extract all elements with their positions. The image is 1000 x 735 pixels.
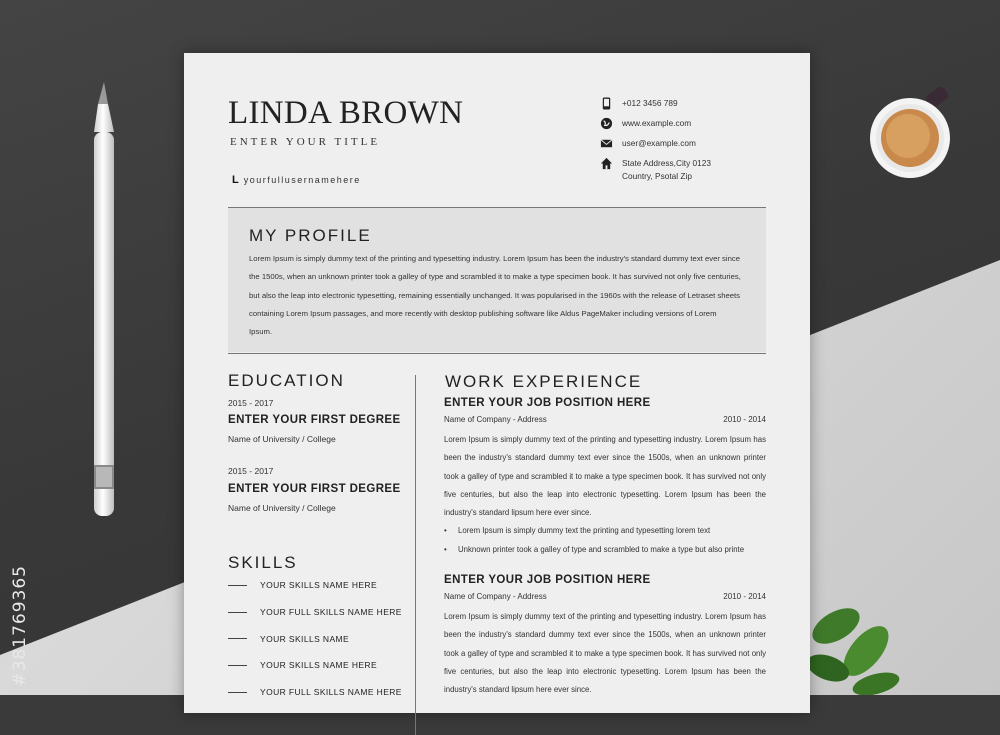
home-icon (600, 157, 614, 171)
job-entry-2 (444, 574, 766, 699)
skill-item (228, 679, 408, 706)
skill-dash (228, 612, 247, 613)
contact-phone (600, 97, 800, 117)
job-entry-1 (444, 397, 766, 559)
resume-document (184, 53, 810, 713)
education-school-1: Name of University / College (228, 434, 336, 444)
education-heading: EDUCATION (228, 371, 345, 390)
address-line-1: State Address,City 0123 (622, 158, 712, 168)
contact-website (600, 117, 800, 137)
candidate-name: LINDA BROWN (228, 95, 464, 131)
job-years: 2010 - 2014 (723, 592, 766, 601)
job-years: 2010 - 2014 (723, 415, 766, 424)
job-title: ENTER YOUR JOB POSITION HERE (444, 574, 651, 586)
job-meta (444, 591, 766, 608)
profile-text: Lorem Ipsum is simply dummy text of the printing and typesetting industry. Lorem Ipsum has been the industry's standard dummy text ever since the 1500s, when an unknown printer took a galley of type and scrambled it to make a type specimen book. It has survived not only five centuries, but also the leap into electronic typesetting, remaining essentially unchanged. It was popularised in the 1960s with the release of Letraset sheets containing Lorem Ipsum passages, and more recently with desktop publishing software like Aldus PageMaker including versions of Lorem Ipsum. (249, 254, 741, 337)
job-company: Name of Company - Address (444, 592, 547, 601)
profile-section (228, 208, 766, 352)
job-bullet: • Unknown printer took a galley of type and scrambled to make a type but also printe (444, 541, 766, 559)
job-bullet: • Lorem Ipsum is simply dummy text the printing and typesetting lorem text (444, 522, 766, 540)
skill-item (228, 652, 408, 679)
address-text (622, 157, 711, 183)
website-link[interactable]: www.example.com (622, 118, 692, 128)
skill-dash (228, 692, 247, 693)
skill-item (228, 625, 408, 652)
stock-id-watermark: #381769365 (10, 565, 30, 687)
skill-dash (228, 665, 247, 666)
job-description: Lorem Ipsum is simply dummy text of the printing and typesetting industry. Lorem Ipsum has been the industry's standard dummy text ever since the 1500s, when an unknown printer took a galley of type and scrambled it to make a type specimen book. It has survived not only five centuries, but also the leap into electronic typesetting. Lorem Ipsum has been the industry's standard lipsum here ever since. (444, 612, 766, 695)
profile-divider (228, 353, 766, 354)
contact-address (600, 157, 800, 191)
skill-name: YOUR SKILLS NAME HERE (260, 660, 378, 671)
username-initial: L (232, 174, 239, 186)
contact-email (600, 137, 800, 157)
job-company: Name of Company - Address (444, 415, 547, 424)
profile-heading: MY PROFILE (249, 226, 372, 245)
education-degree-1: ENTER YOUR FIRST DEGREE (228, 414, 401, 426)
coffee-cup-icon (868, 84, 968, 184)
skills-list (228, 572, 408, 705)
address-line-2: Country, Psotal Zip (622, 171, 692, 181)
column-divider (415, 375, 416, 735)
education-degree-2: ENTER YOUR FIRST DEGREE (228, 483, 401, 495)
skill-name: YOUR FULL SKILLS NAME HERE (260, 687, 402, 698)
plant-leaves-icon (806, 596, 900, 695)
username-line (232, 174, 361, 186)
globe-icon (600, 117, 614, 131)
candidate-title: ENTER YOUR TITLE (230, 136, 381, 148)
skill-name: YOUR SKILLS NAME (260, 633, 350, 644)
stylus-pencil-icon (90, 82, 118, 522)
skill-name: YOUR SKILLS NAME HERE (260, 580, 378, 591)
job-title: ENTER YOUR JOB POSITION HERE (444, 397, 651, 409)
job-meta (444, 414, 766, 431)
phone-number: +012 3456 789 (622, 98, 678, 108)
skill-name: YOUR FULL SKILLS NAME HERE (260, 607, 402, 618)
skill-item (228, 599, 408, 626)
contact-block (600, 97, 800, 191)
education-years-1: 2015 - 2017 (228, 398, 274, 408)
job-bullet-list (444, 522, 766, 559)
job-description: Lorem Ipsum is simply dummy text of the printing and typesetting industry. Lorem Ipsum has been the industry's standard dummy text ever since the 1500s, when an unknown printer took a galley of type and scrambled it to make a type specimen book. It has survived not only five centuries, but also the leap into electronic typesetting. Lorem Ipsum has been the industry's standard lipsum here ever since. (444, 435, 766, 518)
email-link[interactable]: user@example.com (622, 138, 696, 148)
username-text: yourfullusernamehere (243, 175, 361, 185)
phone-icon (600, 97, 614, 111)
work-heading: WORK EXPERIENCE (445, 372, 643, 391)
skill-dash (228, 638, 247, 639)
education-school-2: Name of University / College (228, 503, 336, 513)
education-years-2: 2015 - 2017 (228, 466, 274, 476)
envelope-icon (600, 137, 614, 151)
skill-dash (228, 585, 247, 586)
skill-item (228, 572, 408, 599)
skills-heading: SKILLS (228, 553, 298, 572)
